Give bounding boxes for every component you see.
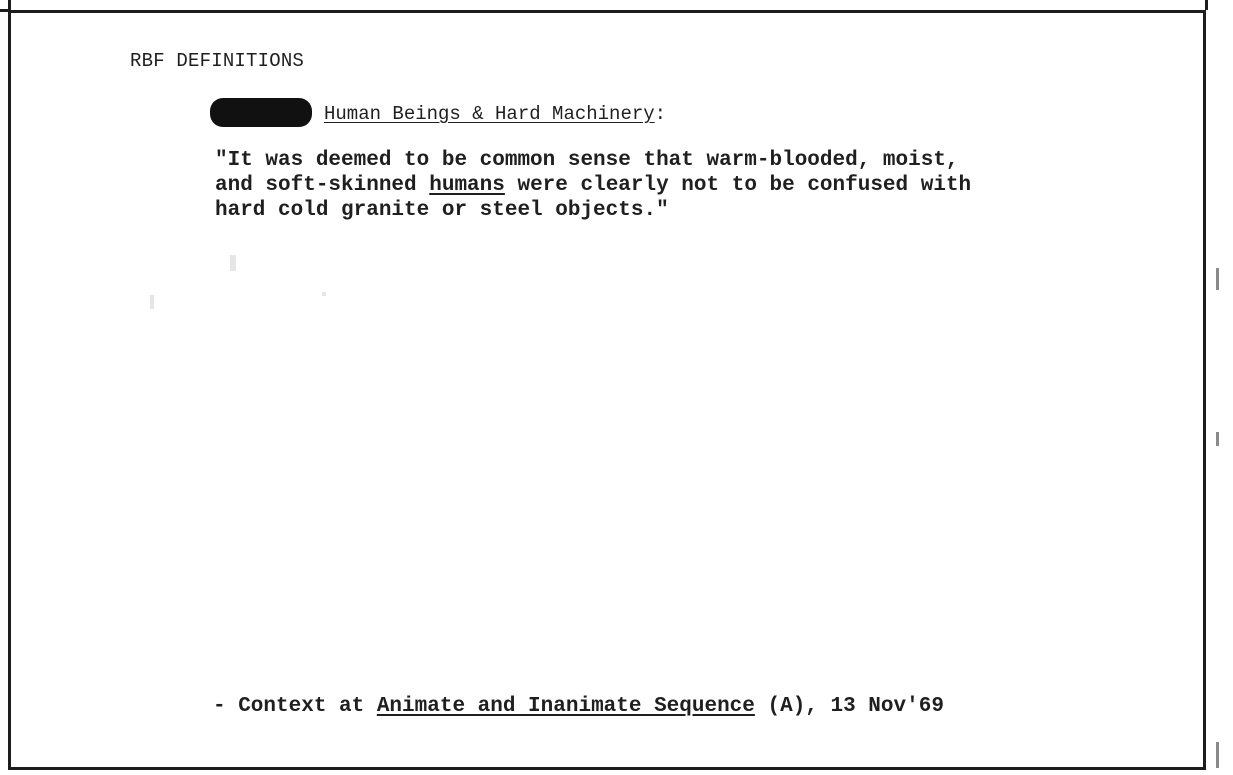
quote-emphasis: humans [429, 174, 505, 197]
page-title: RBF DEFINITIONS [130, 50, 305, 72]
citation-reference: Animate and Inanimate Sequence [376, 695, 755, 718]
quote-line-1: "It was deemed to be common sense that warm-blooded, moist, [215, 149, 959, 172]
source-citation [213, 695, 944, 718]
frame-tick [8, 0, 11, 10]
page-edge-mark [1216, 268, 1219, 290]
definition-title [324, 103, 666, 125]
definition-title-text: Human Beings & Hard Machinery [324, 103, 655, 125]
scan-smudge [230, 255, 236, 271]
page-edge-mark [1216, 432, 1219, 446]
quote-line-3: hard cold granite or steel objects." [215, 199, 669, 222]
citation-prefix: - Context at [213, 695, 377, 718]
citation-date: (A), 13 Nov'69 [754, 695, 944, 718]
definition-title-colon: : [654, 103, 667, 125]
quote-text: and soft-skinned [215, 174, 430, 197]
definition-quote [215, 148, 971, 223]
scan-smudge [150, 295, 154, 309]
scan-smudge [322, 292, 326, 296]
quote-line-2 [215, 173, 971, 198]
quote-text: were clearly not to be confused with [504, 174, 972, 197]
frame-tick [1205, 0, 1208, 10]
page-edge-mark [1216, 742, 1219, 768]
redaction-mark [210, 98, 312, 127]
